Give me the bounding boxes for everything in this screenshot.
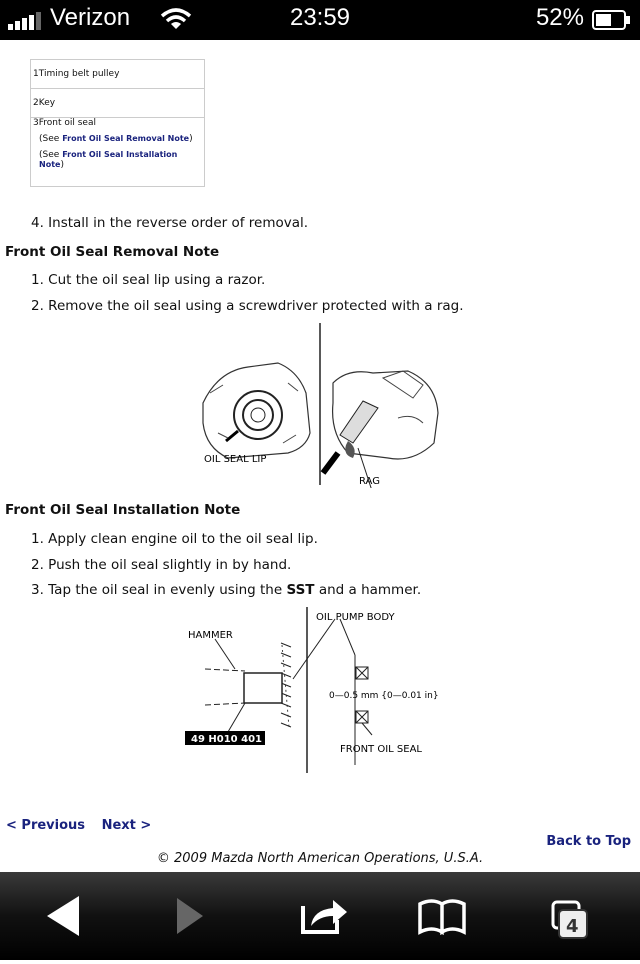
part-name: Front oil seal [38,118,96,128]
see-suffix: ) [189,134,193,144]
part-num: 1 [33,69,39,79]
hammer-label: HAMMER [188,630,233,641]
installation-note-link[interactable]: Front Oil Seal Installation Note [39,150,178,169]
next-link[interactable]: Next > [101,818,152,833]
parts-table [30,59,205,187]
battery-percentage: 52% [535,4,584,31]
table-row [31,118,205,187]
copyright: © 2009 Mazda North American Operations, U.S.A. [156,851,484,866]
gap-label: 0—0.5 mm {0—0.01 in} [329,691,439,701]
page-content [0,40,640,872]
removal-step-1: 1. Cut the oil seal lip using a razor. [31,272,266,288]
oil-pump-body-label: OIL PUMP BODY [316,612,395,623]
part-num: 3 [33,118,39,128]
tabs-button[interactable] [535,872,615,960]
status-bar [0,0,640,40]
step-4: 4. Install in the reverse order of removal. [31,215,309,231]
oil-seal-lip-label: OIL SEAL LIP [204,454,267,465]
step3-text-end: and a hammer. [314,582,422,598]
pager [6,818,163,833]
sst-term: SST [286,582,315,598]
clock: 23:59 [289,4,351,31]
see-install-ref [39,150,204,170]
book-icon [402,872,482,960]
removal-step-2: 2. Remove the oil seal using a screwdriver protected with a rag. [31,298,464,314]
part-num: 2 [33,98,39,108]
share-button[interactable] [283,872,363,960]
previous-link[interactable]: < Previous [6,818,86,833]
share-icon [283,872,363,960]
installation-illustration [185,605,445,775]
see-prefix: (See [39,150,60,160]
install-step-1: 1. Apply clean engine oil to the oil seal lip. [31,531,318,547]
back-arrow-icon [25,872,105,960]
part-name: Timing belt pulley [38,69,120,79]
removal-note-link[interactable]: Front Oil Seal Removal Note [62,134,190,143]
step3-text: 3. Tap the oil seal in evenly using the [31,582,287,598]
bookmarks-button[interactable] [402,872,482,960]
browser-toolbar [0,872,640,960]
see-removal-ref [39,134,204,144]
rag-label: RAG [359,476,380,487]
part-name: Key [38,98,56,108]
tabs-count: 4 [566,916,579,937]
install-step-3 [31,582,421,598]
sst-number-label: 49 H010 401 [191,734,262,745]
removal-heading: Front Oil Seal Removal Note [5,244,220,260]
forward-button[interactable] [145,872,225,960]
battery-icon [592,10,632,30]
carrier-name: Verizon [50,4,131,31]
back-to-top-link[interactable]: Back to Top [546,834,631,849]
back-button[interactable] [25,872,105,960]
forward-arrow-icon [145,872,225,960]
table-row [31,89,205,118]
see-prefix: (See [39,134,60,144]
removal-illustration [198,323,443,488]
installation-heading: Front Oil Seal Installation Note [5,502,241,518]
table-row [31,60,205,89]
front-oil-seal-label: FRONT OIL SEAL [340,744,422,755]
tabs-icon [535,872,615,960]
see-suffix: ) [60,160,64,170]
install-step-2: 2. Push the oil seal slightly in by hand. [31,557,292,573]
